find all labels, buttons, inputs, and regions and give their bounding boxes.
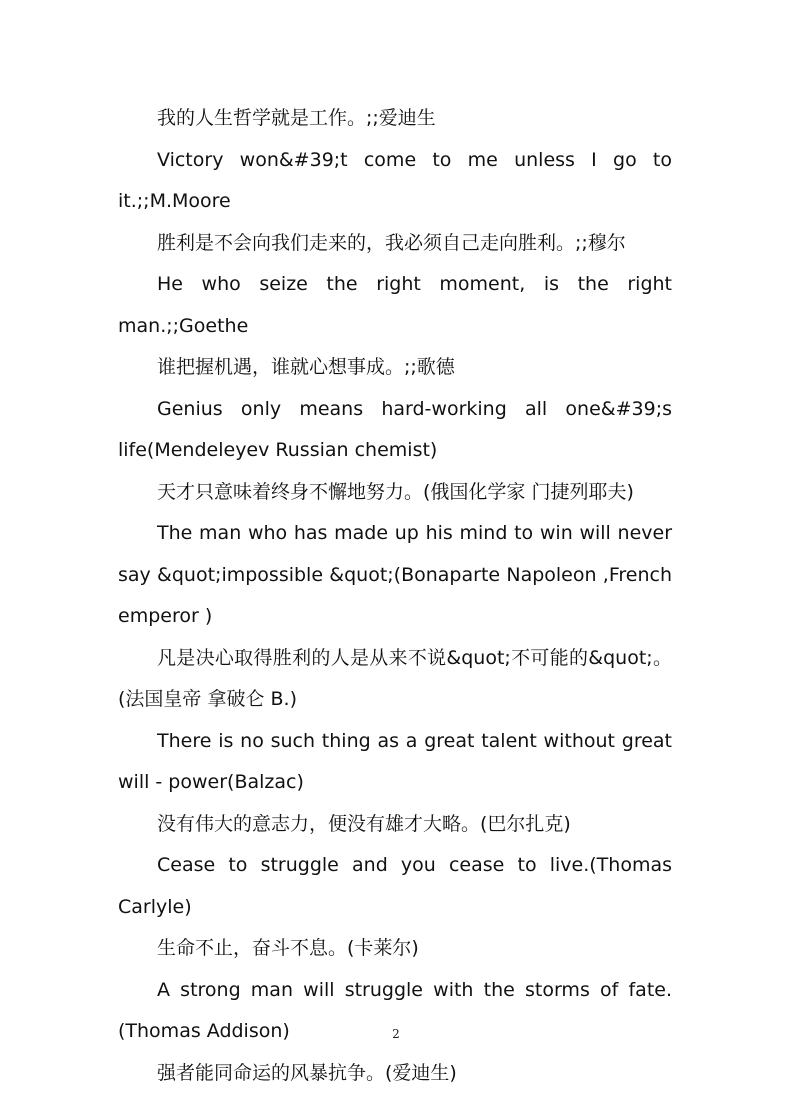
page-number: 2 (392, 1027, 400, 1041)
paragraph: 凡是决心取得胜利的人是从来不说&quot;不可能的&quot;。(法国皇帝 拿破仑 B.) (118, 646, 672, 710)
paragraph: A strong man will struggle with the storms of fate.(Thomas Addison) (118, 978, 672, 1042)
paragraph: There is no such thing as a great talent without great will - power(Balzac) (118, 729, 672, 793)
paragraph: 强者能同命运的风暴抗争。(爱迪生) (157, 1061, 457, 1084)
paragraph: He who seize the right moment, is the right man.;;Goethe (118, 273, 672, 337)
paragraph: The man who has made up his mind to win will never say &quot;impossible &quot;(Bonaparte Napoleon ,French emperor ) (118, 522, 672, 627)
paragraph: 胜利是不会向我们走来的，我必须自己走向胜利。;;穆尔 (157, 231, 626, 254)
paragraph: Genius only means hard-working all one&#39;s life(Mendeleyev Russian chemist) (118, 397, 672, 461)
paragraph: Victory won&#39;t come to me unless I go to it.;;M.Moore (118, 148, 672, 212)
paragraph: 我的人生哲学就是工作。;;爱迪生 (157, 107, 436, 129)
document-body (118, 98, 672, 1094)
paragraph: Cease to struggle and you cease to live.(Thomas Carlyle) (118, 854, 672, 918)
paragraph: 没有伟大的意志力，便没有雄才大略。(巴尔扎克) (157, 812, 571, 835)
paragraph: 谁把握机遇，谁就心想事成。;;歌德 (157, 356, 455, 378)
paragraph: 天才只意味着终身不懈地努力。(俄国化学家 门捷列耶夫) (157, 480, 634, 503)
paragraph: 生命不止，奋斗不息。(卡莱尔) (157, 937, 419, 959)
